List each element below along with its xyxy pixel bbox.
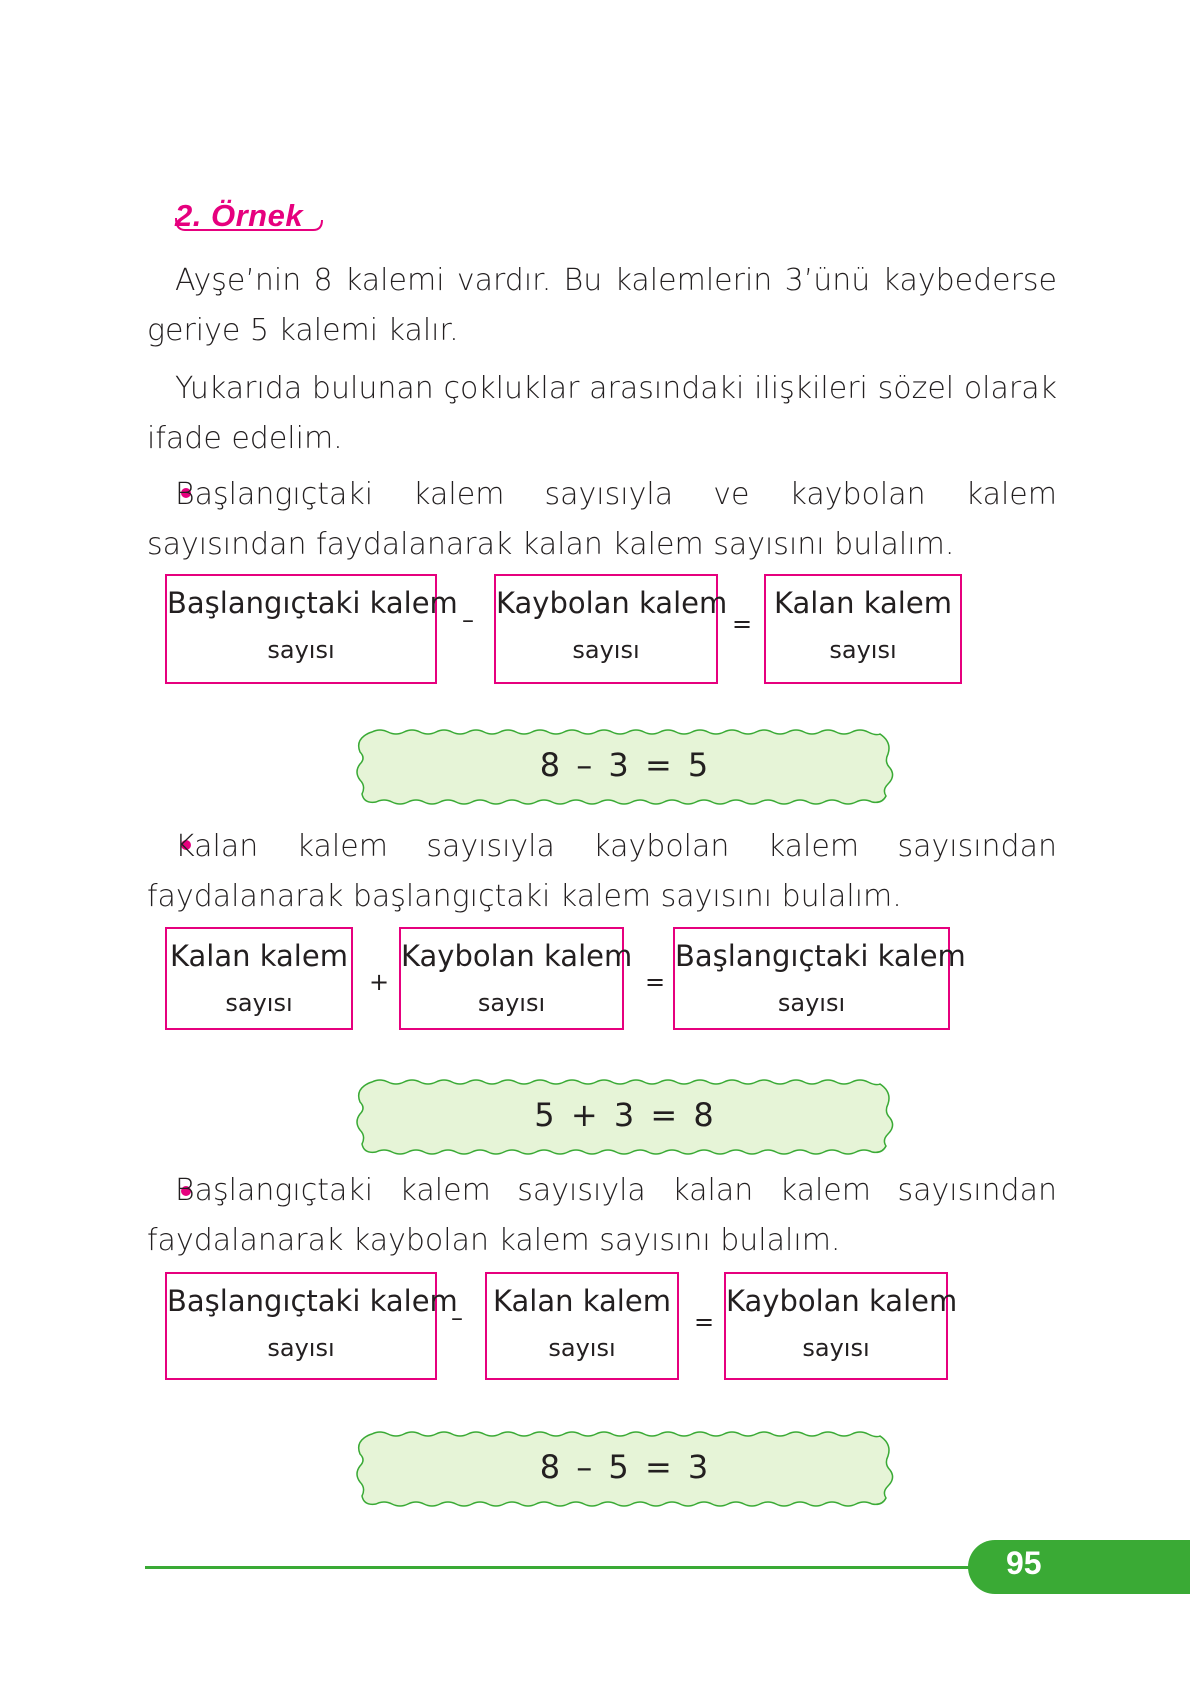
section-2-box-3 (673, 927, 966, 1030)
page-number: 95 (1006, 1545, 1042, 1581)
equals-sign: = (645, 968, 666, 996)
minus-sign: – (451, 1304, 463, 1332)
section-3-box-2 (485, 1272, 679, 1380)
title-bracket (173, 214, 325, 236)
equation-text: 5 + 3 = 8 (534, 1096, 714, 1134)
section-3-box-3 (724, 1272, 958, 1380)
equation-text: 8 – 3 = 5 (539, 746, 709, 784)
equals-sign: = (732, 610, 753, 638)
box-sublabel: sayısı (267, 636, 335, 664)
box-label: Kalan kalem (774, 586, 952, 620)
box-label: Başlangıçtaki kalem (167, 586, 458, 620)
section-1-text: Başlangıçtaki kalem sayısıyla ve kaybolan kalem sayısından faydalanarak kalan kalem sayısını bulalım. (147, 477, 1057, 562)
section-2-text: Kalan kalem sayısıyla kaybolan kalem sayısından faydalanarak başlangıçtaki kalem sayısını bulalım. (147, 829, 1057, 914)
box-sublabel: sayısı (829, 636, 897, 664)
equals-sign: = (694, 1308, 715, 1336)
box-label: Başlangıçtaki kalem (167, 1284, 458, 1318)
section-1-box-3 (764, 574, 962, 684)
box-sublabel: sayısı (548, 1334, 616, 1362)
footer-divider (145, 1566, 985, 1569)
box-sublabel: sayısı (572, 636, 640, 664)
section-1-box-2 (494, 574, 728, 684)
box-label: Kalan kalem (170, 939, 348, 973)
section-3-text: Başlangıçtaki kalem sayısıyla kalan kalem sayısından faydalanarak kaybolan kalem sayısını bulalım. (147, 1173, 1057, 1258)
section-2-box-2 (399, 927, 633, 1030)
section-3-box-1 (165, 1272, 458, 1380)
example-title: 2. Örnek (175, 198, 304, 233)
page-number-tab (968, 1540, 1190, 1594)
section-3-equation-panel (352, 1430, 896, 1508)
box-label: Başlangıçtaki kalem (675, 939, 966, 973)
intro-paragraph: Ayşe’nin 8 kalemi vardır. Bu kalemlerin 3’ünü kaybederse geriye 5 kalemi kalır. (147, 263, 1057, 348)
box-sublabel: sayısı (777, 989, 846, 1017)
instruction-paragraph: Yukarıda bulunan çokluklar arasındaki ilişkileri sözel olarak ifade edelim. (147, 371, 1057, 456)
box-label: Kaybolan kalem (401, 939, 633, 973)
box-label: Kaybolan kalem (726, 1284, 958, 1318)
section-2-box-1 (165, 927, 353, 1030)
section-1-box-1 (165, 574, 458, 684)
box-sublabel: sayısı (802, 1334, 870, 1362)
plus-sign: + (369, 968, 390, 996)
box-sublabel: sayısı (267, 1334, 335, 1362)
section-1-equation-panel (352, 728, 896, 806)
section-2-equation-panel (352, 1078, 896, 1156)
equation-text: 8 – 5 = 3 (539, 1448, 709, 1486)
minus-sign: – (462, 606, 474, 634)
box-sublabel: sayısı (225, 989, 293, 1017)
box-sublabel: sayısı (477, 989, 546, 1017)
box-label: Kaybolan kalem (496, 586, 728, 620)
box-label: Kalan kalem (493, 1284, 671, 1318)
